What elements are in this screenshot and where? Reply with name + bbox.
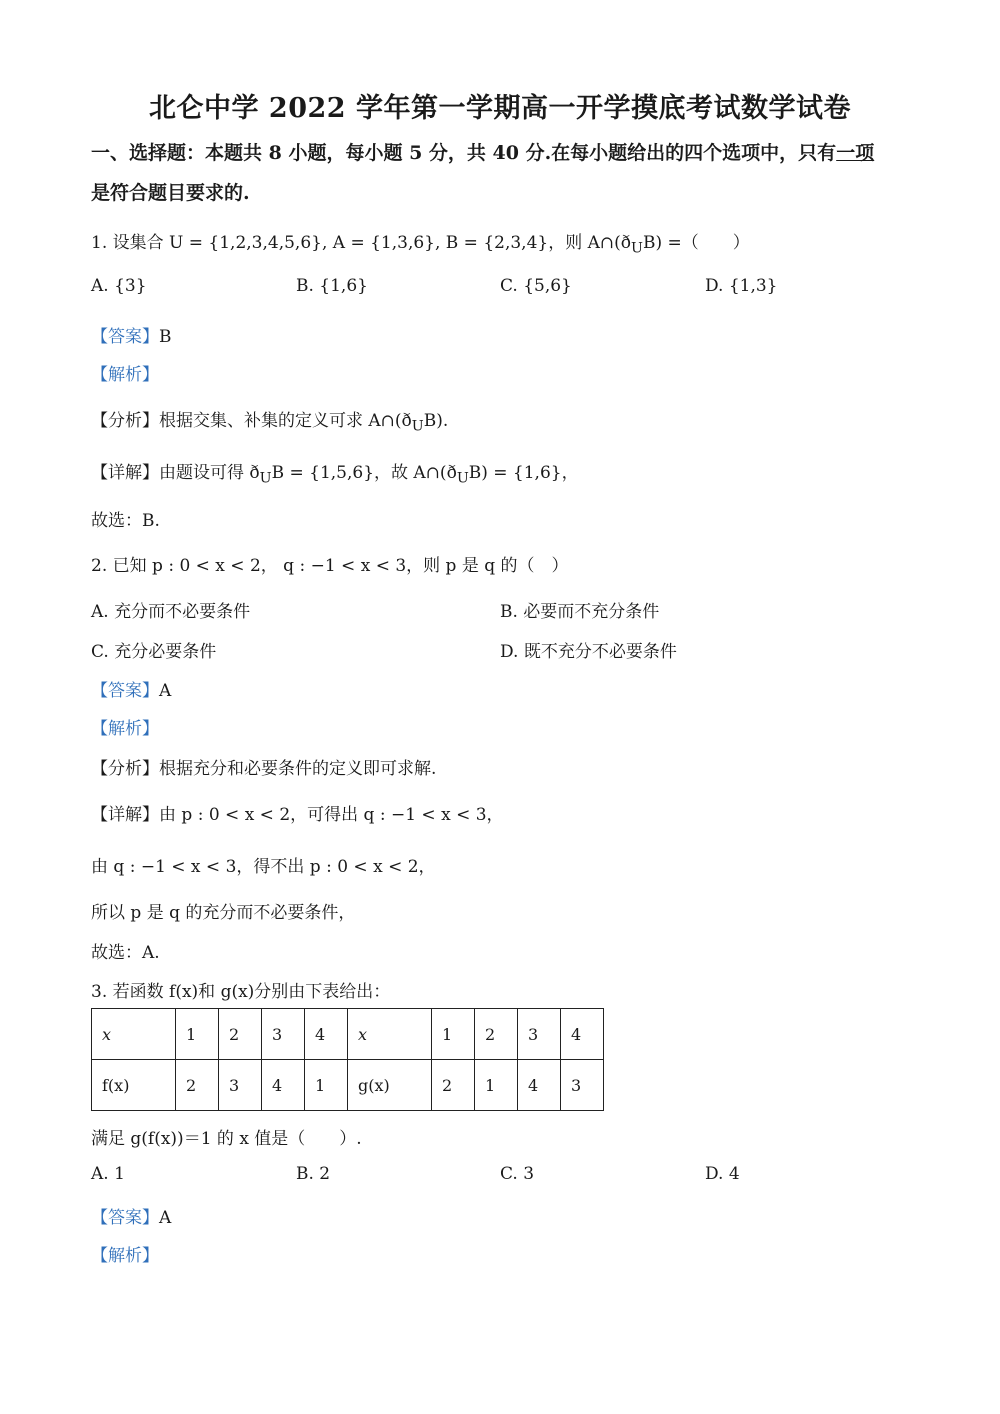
q2-fenxi-tag: 【分析】 [91,759,159,779]
q2-analysis-tag: 【解析】 [91,719,159,739]
q3-option-a: A. 1 [91,1164,125,1184]
table-cell: f(x) [92,1060,176,1111]
q2-fenxi-text: 根据充分和必要条件的定义即可求解. [159,759,437,779]
q3-question: 满足 g(f(x))＝1 的 x 值是（ ）. [91,1129,362,1149]
q3-answer [91,1203,171,1228]
q2-answer-value: A [159,681,172,701]
q2-fenxi [91,754,436,779]
section-heading-line1 [91,138,874,165]
q1-fenxi-text: 根据交集、补集的定义可求 A∩(ð [159,411,412,431]
table-cell: g(x) [348,1060,432,1111]
function-table [91,1008,604,1111]
q1-conclusion: 故选：B. [91,511,160,531]
q2-answer [91,676,171,701]
table-cell: 1 [432,1009,475,1060]
q2-answer-tag: 【答案】 [91,681,159,701]
table-cell: 4 [305,1009,348,1060]
q1-option-c: C. {5,6} [500,276,572,296]
q1-answer-tag: 【答案】 [91,327,159,347]
q1-fenxi-sub: U [411,418,424,435]
q1-stem-text: 1. 设集合 U = {1,2,3,4,5,6}, A = {1,3,6}, B = {2,3,4}，则 A∩(ð [91,233,632,253]
table-cell: 1 [475,1060,518,1111]
q1-detail-tail: B) = {1,6}， [468,463,579,483]
q1-stem-sub: U [631,240,643,257]
q2-option-c: C. 充分必要条件 [91,642,217,662]
q3-option-b: B. 2 [296,1164,331,1184]
table-cell: 2 [219,1009,262,1060]
table-cell: 1 [176,1009,219,1060]
q1-analysis-tag: 【解析】 [91,365,159,385]
q2-detail-line3: 所以 p 是 q 的充分而不必要条件， [91,903,356,923]
q1-stem-tail: B) =（ ） [642,233,750,253]
q2-stem: 2. 已知 p : 0 < x < 2， q : −1 < x < 3，则 p 是 q 的（ ） [91,556,569,576]
table-cell: 3 [561,1060,604,1111]
table-cell: 2 [432,1060,475,1111]
section-heading-line2: 是符合题目要求的. [91,182,250,204]
q1-answer [91,322,172,347]
q3-option-d: D. 4 [705,1164,740,1184]
q2-detail-line2: 由 q : −1 < x < 3，得不出 p : 0 < x < 2， [91,857,436,877]
q3-option-c: C. 3 [500,1164,535,1184]
page-title: 北仑中学 2022 学年第一学期高一开学摸底考试数学试卷 [149,93,851,124]
q1-fenxi-tail: B). [423,411,449,431]
q1-answer-value: B [159,327,172,347]
q2-conclusion: 故选：A. [91,943,160,963]
q1-option-a: A. {3} [91,276,147,296]
q1-detail-text: 由题设可得 ð [159,463,260,483]
table-cell: 2 [176,1060,219,1111]
table-cell: 3 [262,1009,305,1060]
q1-fenxi [91,406,448,434]
q1-stem [91,228,750,256]
section-heading-underlined: 一项 [836,142,875,164]
table-cell: 4 [518,1060,561,1111]
table-cell: x [348,1009,432,1060]
q3-analysis-tag: 【解析】 [91,1246,159,1266]
section-heading-text: 一、选择题：本题共 8 小题，每小题 5 分，共 40 分.在每小题给出的四个选项中，只有 [91,142,837,164]
q1-fenxi-tag: 【分析】 [91,411,159,431]
q2-detail-text: 由 p : 0 < x < 2，可得出 q : −1 < x < 3， [159,805,504,825]
table-cell: 2 [475,1009,518,1060]
q2-option-b: B. 必要而不充分条件 [500,602,660,622]
table-cell: 3 [518,1009,561,1060]
table-cell: 4 [561,1009,604,1060]
q1-detail-sub1: U [259,470,272,487]
q3-stem: 3. 若函数 f(x)和 g(x)分别由下表给出： [91,982,391,1002]
q1-detail [91,458,579,486]
table-cell: 1 [305,1060,348,1111]
q3-answer-value: A [159,1208,172,1228]
q3-answer-tag: 【答案】 [91,1208,159,1228]
q2-option-a: A. 充分而不必要条件 [91,602,251,622]
q1-option-b: B. {1,6} [296,276,368,296]
table-row [92,1009,604,1060]
q2-detail-tag: 【详解】 [91,805,159,825]
q1-detail-tag: 【详解】 [91,463,159,483]
q1-option-d: D. {1,3} [705,276,778,296]
q2-detail [91,800,504,825]
table-cell: 4 [262,1060,305,1111]
table-row [92,1060,604,1111]
q2-option-d: D. 既不充分不必要条件 [500,642,677,662]
table-cell: 3 [219,1060,262,1111]
q1-detail-sub2: U [456,470,469,487]
q1-detail-mid: B = {1,5,6}，故 A∩(ð [271,463,457,483]
table-cell: x [92,1009,176,1060]
